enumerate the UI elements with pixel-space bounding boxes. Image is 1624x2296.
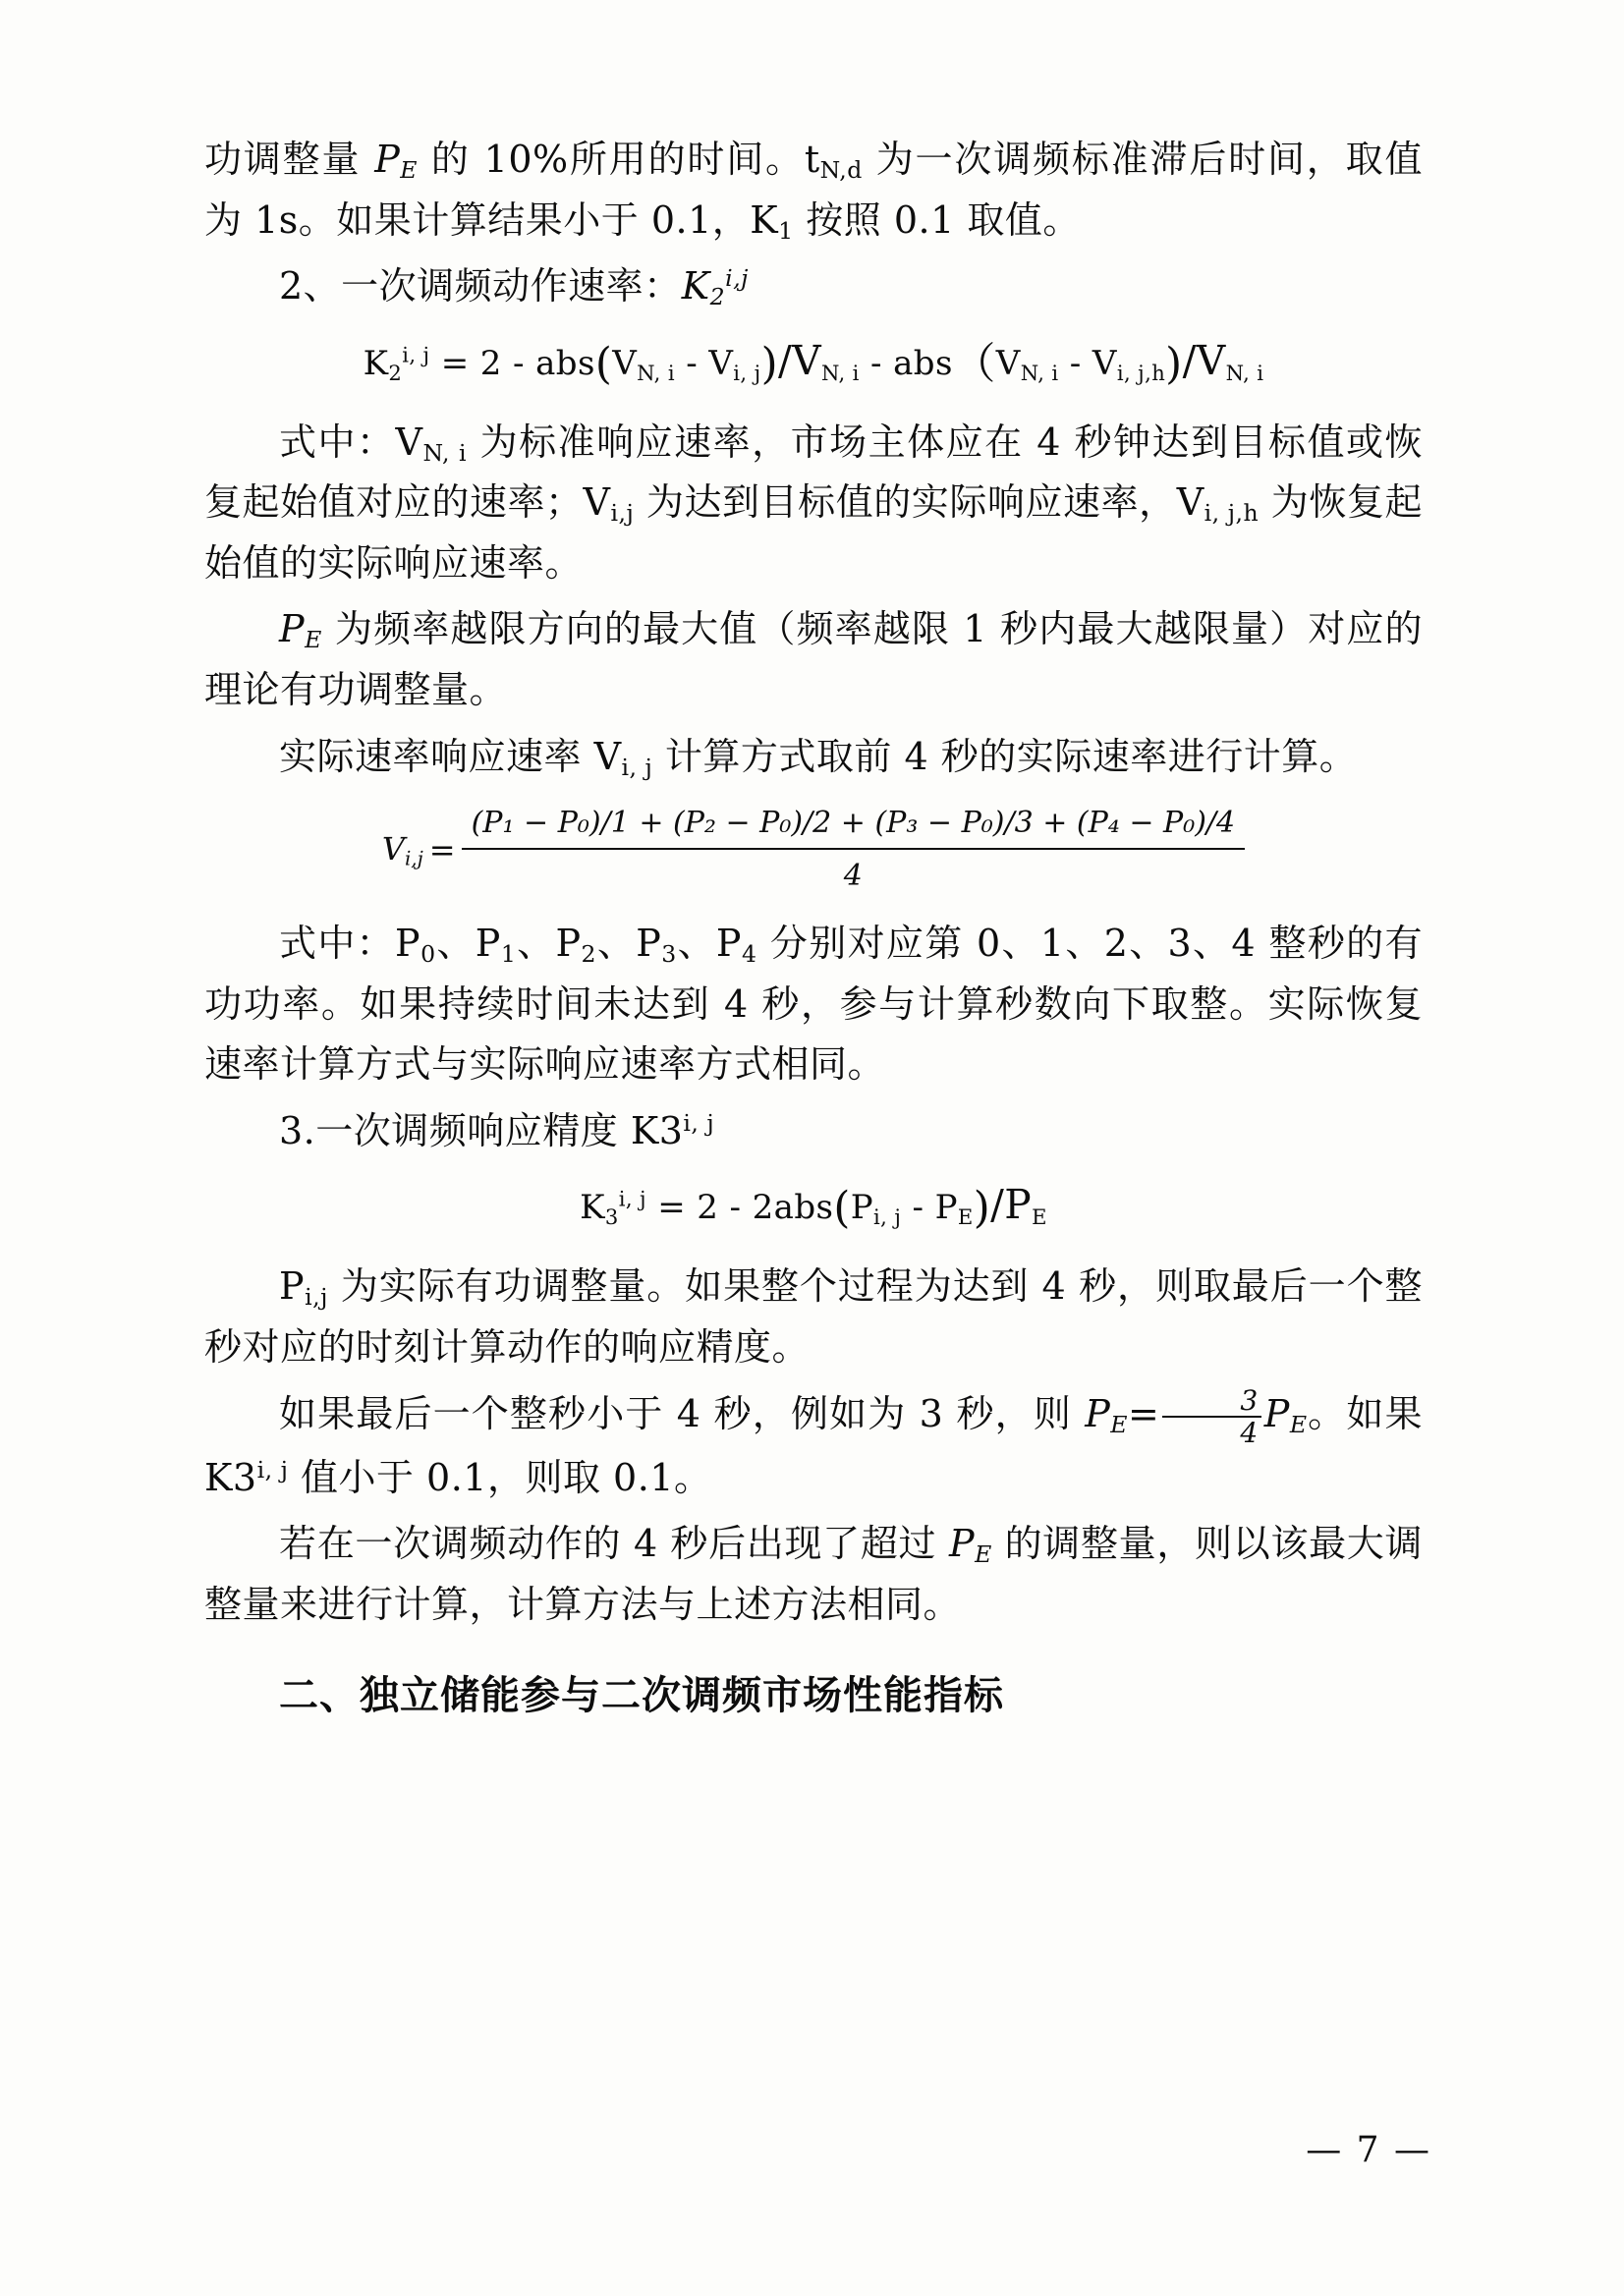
- p9-fraction-denominator: 4: [1240, 1417, 1259, 1450]
- p4-text-a: 为频率越限方向的最大值（频率越限 1 秒内最大越限量）: [321, 607, 1309, 651]
- formula1-V6-sub: N, i: [1225, 360, 1264, 385]
- formula-1: [204, 331, 1423, 397]
- formula1-V4: V: [995, 343, 1021, 383]
- formula1-rparen-1: ): [760, 339, 778, 389]
- formula2-denominator: 4: [843, 859, 863, 894]
- formula3-K-sub: 3: [604, 1204, 619, 1230]
- paragraph-5: [204, 727, 1423, 788]
- p3-VN-sub: N, i: [422, 438, 468, 467]
- formula1-V2-sub: i, j: [733, 360, 761, 385]
- paragraph-1: [204, 130, 1423, 251]
- p8-text-b: 为实际有功调整量。如果整个过程为达到 4 秒，则取最: [327, 1264, 1270, 1309]
- section-heading: 二、独立储能参与二次调频市场性能指标: [279, 1673, 1004, 1719]
- p6-text-d: 、P: [596, 922, 662, 966]
- p4-PE-sub: E: [305, 626, 322, 654]
- formula1-V5-sub: i, j,h: [1116, 360, 1166, 385]
- p6-s1: 1: [500, 939, 517, 968]
- p3-text-f: 为恢复起始值的实际响应速率。: [204, 480, 1423, 585]
- p9-PE-1: P: [1085, 1391, 1111, 1435]
- p5-text-c: 算。: [1281, 734, 1358, 778]
- formula1-K-sub: 2: [388, 360, 403, 385]
- p10-PE-sub: E: [975, 1540, 992, 1568]
- p4-PE: P: [279, 607, 306, 651]
- p10-text-a: 若在一次调频动作的 4 秒后出现了超过: [279, 1522, 950, 1566]
- p3-text-a: 式中：V: [279, 420, 423, 464]
- p3-text-b: 为标准响应速率，市场主体应在 4 秒钟达到目标: [467, 420, 1308, 464]
- formula3-K-sup: i, j: [618, 1186, 646, 1211]
- p10-text-c: 最大调整量来进行计算，计算方法与上述方法相同。: [204, 1522, 1423, 1626]
- formula3-PE-sub: E: [957, 1204, 974, 1230]
- p6-text-c: 、P: [516, 922, 582, 966]
- formula1-K: K: [363, 343, 389, 383]
- p9-text-b: 。如: [1307, 1391, 1385, 1435]
- p7-text-a: 3.一次调频响应精度 K3: [279, 1108, 684, 1152]
- formula3-minus: - P: [901, 1188, 958, 1228]
- formula3-div-sub: E: [1032, 1204, 1047, 1230]
- formula2-numerator: (P₁ − P₀)/1 + (P₂ − P₀)/2 + (P₃ − P₀)/3 + (P₄ − P₀)/4: [462, 801, 1246, 850]
- formula3-div: /P: [990, 1181, 1033, 1229]
- p6-s4: 4: [742, 939, 757, 968]
- p3-text-c: 值或恢复起始值对应的速率；V: [204, 420, 1423, 525]
- p6-text-f: 分别对应第 0、1、2、3、4 整秒: [756, 922, 1347, 966]
- formula3-P-sub: i, j: [873, 1204, 902, 1230]
- formula1-rparen-2: ): [1165, 339, 1183, 389]
- p1-text-d: 取值为 1s。如果计算结果小于 0.1，K: [204, 138, 1423, 242]
- formula1-div-1: /V: [777, 336, 821, 384]
- p6-text-h: 实际恢复速率计算方式与实际响应速率方式相同。: [204, 981, 1423, 1087]
- p7-sup: i, j: [683, 1108, 715, 1137]
- p2-K-sup: i,j: [725, 264, 749, 293]
- formula1-V4-sub: N, i: [1020, 360, 1059, 385]
- p10-PE: P: [949, 1522, 976, 1566]
- p1-text-a: 功调整量: [204, 138, 375, 181]
- formula3-K: K: [580, 1188, 605, 1228]
- p8-text-c: 后一个整秒对应的时刻计算动作的响应精度。: [204, 1264, 1423, 1369]
- formula1-minus-1: - V: [675, 343, 734, 383]
- formula2-lhs-sub: i,j: [404, 847, 423, 870]
- p3-text-e: V: [1176, 480, 1204, 525]
- p1-k-sub: 1: [778, 216, 794, 245]
- p9-text-a: 如果最后一个整秒小于 4 秒，例如为 3 秒，则: [279, 1391, 1086, 1435]
- p6-text-a: 式中：P: [279, 922, 421, 966]
- p1-PE-sub: E: [400, 155, 418, 184]
- p9-PE-2: P: [1263, 1391, 1290, 1435]
- paragraph-7: [204, 1101, 1423, 1162]
- formula1-minus-2: - V: [1058, 343, 1117, 383]
- formula-3: [204, 1175, 1423, 1241]
- p9-PE-1-sub: E: [1110, 1410, 1128, 1438]
- p1-text-b: 的 10%所用的时间。t: [418, 138, 820, 181]
- p9-equals: =: [1128, 1391, 1160, 1435]
- formula1-lparen-1: (: [594, 339, 613, 389]
- p8-text-a: P: [279, 1264, 306, 1309]
- formula2-lhs-V: V: [381, 829, 405, 868]
- p5-text-b: 计算方式取前 4 秒的实际速率进行计: [652, 734, 1282, 778]
- p9-text-c: 果 K3: [204, 1391, 1423, 1499]
- formula2-lhs: [382, 825, 429, 873]
- p6-s2: 2: [581, 939, 597, 968]
- p1-text-c: 为一次调频标准滞后时间，: [862, 138, 1346, 181]
- p9-fraction: [1162, 1383, 1260, 1450]
- p4-text-b: 对应的理论有功调整量。: [204, 607, 1423, 711]
- p2-K-sub: 2: [709, 282, 726, 310]
- p8-sub: i,j: [305, 1283, 328, 1312]
- p1-t-sub: N,d: [819, 155, 863, 184]
- formula1-K-sup: i, j: [402, 342, 430, 366]
- paragraph-4: [204, 599, 1423, 720]
- formula1-V1: V: [612, 343, 638, 383]
- p2-text-a: 2、一次调频动作速率：: [279, 264, 682, 308]
- p1-PE: P: [374, 138, 401, 181]
- p5-text-a: 实际速率响应速率 V: [279, 734, 622, 778]
- p10-text-b: 的调整量，则以该: [991, 1522, 1310, 1566]
- p6-text-g: 的有功功率。如果持续时间未达到 4 秒，参与计算秒数向下取整。: [204, 922, 1423, 1026]
- formula1-abs-2: - abs: [859, 343, 953, 383]
- page-number: — 7 —: [1306, 2130, 1431, 2170]
- p3-V2-sub: i, j,h: [1204, 499, 1260, 528]
- formula3-rparen: ): [973, 1184, 991, 1234]
- p9-c-sup: i, j: [256, 1455, 289, 1484]
- p5-V-sub: i, j: [621, 753, 653, 781]
- formula1-V1-sub: N, i: [637, 360, 676, 385]
- formula3-eq: = 2 - 2abs: [646, 1188, 834, 1228]
- formula1-eq: = 2 - abs: [429, 343, 595, 383]
- formula1-lparen-2: （: [952, 339, 996, 389]
- p9-PE-2-sub: E: [1289, 1410, 1308, 1438]
- p6-text-b: 、P: [435, 922, 501, 966]
- p1-text-e: 按照 0.1 取值。: [793, 197, 1081, 242]
- formula2-equals: =: [428, 830, 456, 868]
- paragraph-2: [204, 256, 1423, 317]
- formula3-P: P: [850, 1188, 874, 1228]
- paragraph-8: [204, 1257, 1423, 1377]
- formula1-div-2: /V: [1182, 336, 1226, 384]
- p2-K: K: [681, 264, 710, 308]
- paragraph-9: [204, 1384, 1423, 1509]
- p6-s3: 3: [661, 939, 677, 968]
- formula1-V3-sub: N, i: [820, 360, 860, 385]
- formula2-fraction: [462, 801, 1246, 898]
- p9-text-d: 值小于 0.1，则取 0.1。: [288, 1455, 712, 1499]
- page-content: [204, 130, 1423, 1720]
- paragraph-10: [204, 1514, 1423, 1635]
- formula3-lparen: (: [833, 1184, 851, 1234]
- paragraph-6: [204, 914, 1423, 1095]
- p6-text-e: 、P: [676, 922, 743, 966]
- p6-s0: 0: [420, 939, 436, 968]
- formula-2: [204, 801, 1423, 898]
- p9-fraction-numerator: 3: [1162, 1386, 1260, 1419]
- p3-V-sub: i,j: [610, 499, 635, 528]
- paragraph-3: [204, 413, 1423, 594]
- p3-text-d: 为达到目标值的实际响应速率，: [634, 480, 1177, 525]
